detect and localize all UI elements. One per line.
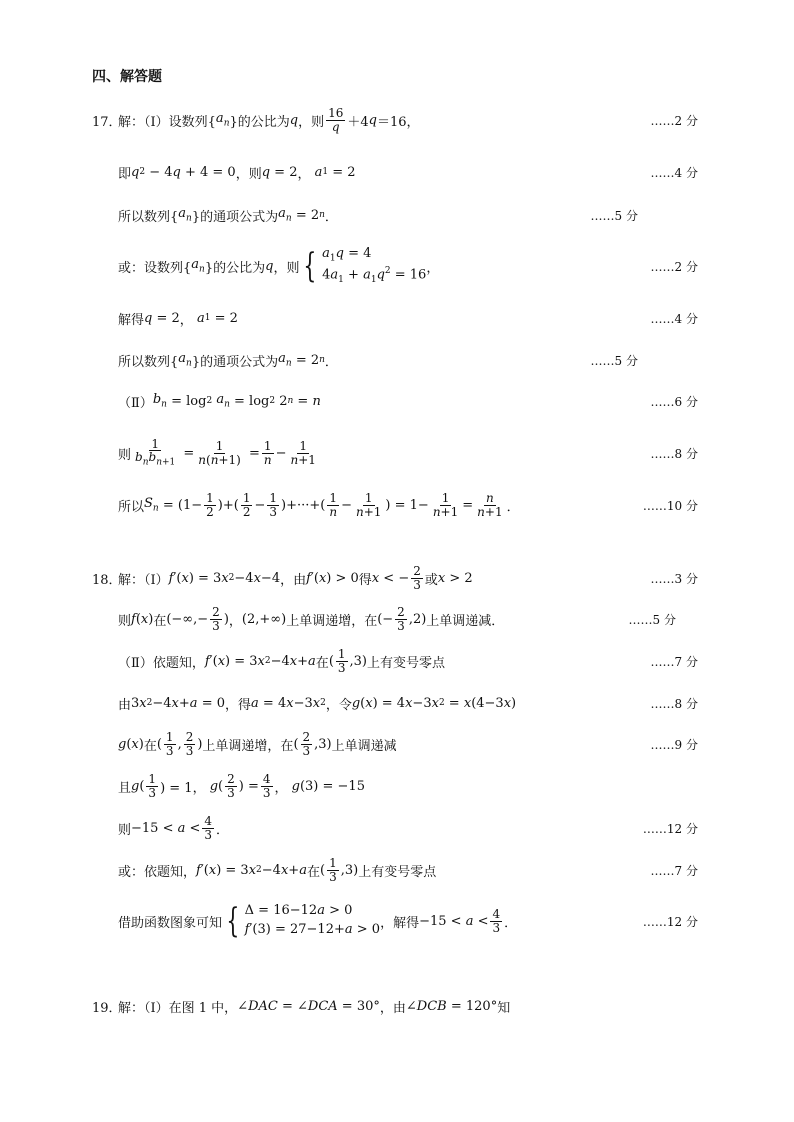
q17-line-7: （Ⅱ） $b_n$ = log 2 $a_n$ = log 2 2 n = n [118, 392, 321, 411]
score-mark: ……10 分 [642, 498, 698, 513]
score-mark: ……8 分 [650, 696, 698, 711]
score-mark: ……5 分 [628, 612, 676, 627]
q17-line-9: 所以 $S_n$ = (1− $\frac{1}{2}$ )+( $\frac{1}{2}$ − $\frac{1}{3}$ )+···+( $\frac{1}{n}$ − $\frac{1}{n+1}$ ) = 1− $\frac{1}{n+1}$ = $\frac{n}{n+1}$ ． [118, 490, 520, 519]
score-mark: ……5 分 [590, 353, 638, 368]
q17-line-4: 或：设数列{ $a_n$ }的公比为 q ，则 { $a_1q = 4$ $4a_1 + a_1q^2 = 16$ ， [118, 245, 440, 286]
q18-line-2: 则 f ( x ) 在 (−∞,− $\frac{2}{3}$ ) ， (2,+∞) 上单调递增，在 (− $\frac{2}{3}$ ,2) 上单调递减． [118, 604, 505, 633]
q18-line-1: 解：（Ⅰ） f ′( x ) = 3 x 2 −4 x −4 ，由 f ′( x ) > 0 得 x < − $\frac{2}{3}$ 或 x > 2 [118, 563, 473, 592]
q17-line-6: 所以数列{ $a_n$ }的通项公式为 $a_n$ = 2 n ． [118, 351, 338, 370]
section-heading: 四、解答题 [92, 69, 162, 85]
score-mark: ……7 分 [650, 863, 698, 878]
question-19-number: 19． [92, 1000, 122, 1016]
q17-line-5: 解得 q = 2 ， a 1 = 2 [118, 310, 238, 328]
q18-line-8: 或：依题知， f ′( x ) = 3 x 2 −4 x + a 在 ( $\frac{1}{3}$ ,3) 上有变号零点 [118, 855, 437, 884]
q18-line-4: 由 3 x 2 −4 x + a = 0 ，得 a = 4 x −3 x 2 ，令 g ( x ) = 4 x −3 x 2 = x (4−3 x ) [118, 695, 517, 713]
score-mark: ……6 分 [650, 394, 698, 409]
score-mark: ……5 分 [590, 208, 638, 223]
score-mark: ……7 分 [650, 654, 698, 669]
q18-line-6: 且 g ( $\frac{1}{3}$ ) = 1， g ( $\frac{2}{3}$ ) = $\frac{4}{3}$ ， g (3) = −15 [118, 771, 365, 800]
question-18-number: 18． [92, 572, 122, 588]
score-mark: ……2 分 [650, 113, 698, 128]
q17-line-8: 则 $\frac{1}{b_nb_{n+1}}$ = $\frac{1}{n(n+1)}$ = $\frac{1}{n}$ − $\frac{1}{n+1}$ [118, 436, 316, 468]
q19-line-1: 解：（Ⅰ）在图 1 中， ∠ DAC = ∠ DCA = 30° ，由 ∠ DCB = 120° 知 [118, 998, 511, 1016]
q18-line-9: 借助函数图象可知 { Δ = 16−12a > 0 f′(3) = 27−12+a > 0 ，解得 −15 < a < $\frac{4}{3}$ ． [118, 901, 518, 941]
q17-line-3: 所以数列{ $a_n$ }的通项公式为 $a_n$ = 2 n ． [118, 206, 338, 225]
q17-line-2: 即 q 2 − 4 q + 4 = 0 ，则 q = 2 ， a 1 = 2 [118, 164, 356, 182]
score-mark: ……12 分 [642, 914, 698, 929]
score-mark: ……9 分 [650, 737, 698, 752]
q18-line-5: g ( x ) 在 ( $\frac{1}{3}$ , $\frac{2}{3}$ ) 上单调递增，在 ( $\frac{2}{3}$ ,3) 上单调递减 [118, 729, 397, 758]
score-mark: ……12 分 [642, 821, 698, 836]
score-mark: ……4 分 [650, 311, 698, 326]
score-mark: ……3 分 [650, 571, 698, 586]
score-mark: ……4 分 [650, 165, 698, 180]
q17-line-1: 解：（Ⅰ）设数列{ $a_n$ }的公比为 q ，则 $\frac{16}{q}$ ＋4 q ＝16， [118, 105, 420, 134]
score-mark: ……2 分 [650, 259, 698, 274]
q18-line-3: （Ⅱ）依题知， f ′( x ) = 3 x 2 −4 x + a 在 ( $\frac{1}{3}$ ,3) 上有变号零点 [118, 646, 446, 675]
q18-line-7: 则 −15 < a < $\frac{4}{3}$ ． [118, 813, 230, 842]
score-mark: ……8 分 [650, 446, 698, 461]
question-17-number: 17． [92, 114, 122, 130]
